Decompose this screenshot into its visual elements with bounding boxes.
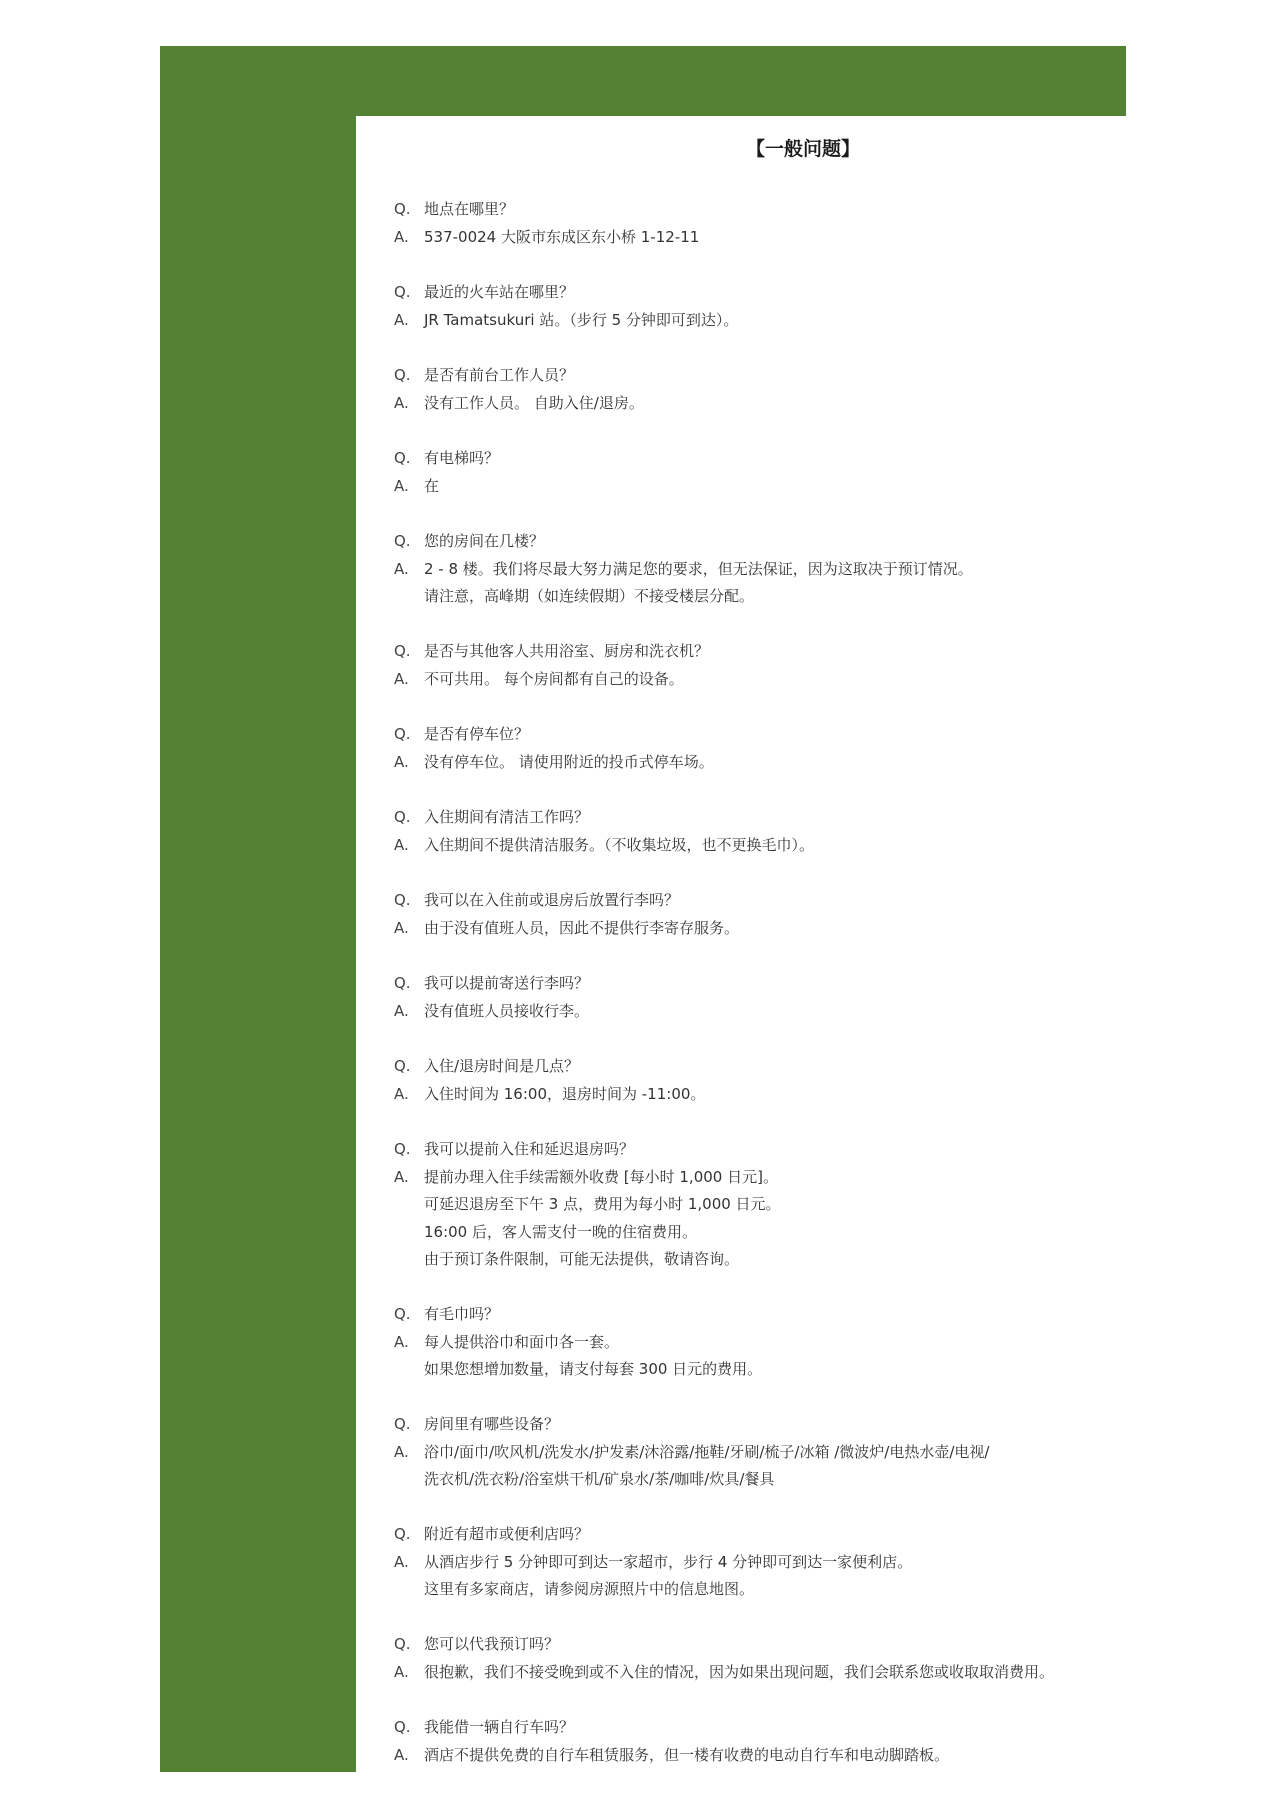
faq-question	[394, 887, 1214, 915]
question-marker: Q.	[394, 200, 411, 218]
question-marker: Q.	[394, 1305, 411, 1323]
question-text: 是否有停车位？	[424, 725, 530, 743]
answer-marker: A.	[394, 669, 409, 688]
question-marker: Q.	[394, 1718, 411, 1736]
question-marker: Q.	[394, 974, 411, 992]
question-text: 我能借一辆自行车吗？	[424, 1718, 575, 1736]
answer-line: 每人提供浴巾和面巾各一套。	[424, 1332, 620, 1351]
answer-marker: A.	[394, 918, 409, 937]
faq-answer	[394, 473, 1214, 501]
faq-question	[394, 445, 1214, 473]
answer-line: 由于没有值班人员，因此不提供行李寄存服务。	[424, 918, 740, 937]
faq-item	[394, 528, 1214, 638]
question-text: 最近的火车站在哪里？	[424, 283, 575, 301]
question-marker: Q.	[394, 808, 411, 826]
faq-item	[394, 887, 1214, 970]
faq-question	[394, 1136, 1214, 1164]
faq-answer	[394, 390, 1214, 418]
answer-line: 提前办理入住手续需额外收费 [每小时 1,000 日元]。	[424, 1167, 778, 1186]
faq-answer	[394, 307, 1214, 335]
question-marker: Q.	[394, 283, 411, 301]
question-text: 入住/退房时间是几点？	[424, 1057, 580, 1075]
faq-item	[394, 1301, 1214, 1411]
faq-item	[394, 721, 1214, 804]
question-marker: Q.	[394, 891, 411, 909]
faq-answer	[394, 1164, 1214, 1274]
answer-marker: A.	[394, 1167, 409, 1186]
faq-item	[394, 638, 1214, 721]
faq-answer	[394, 1081, 1214, 1109]
answer-line: 浴巾/面巾/吹风机/洗发水/护发素/沐浴露/拖鞋/牙刷/梳子/冰箱 /微波炉/电热水壶/电视/	[424, 1442, 990, 1461]
answer-marker: A.	[394, 1745, 409, 1764]
faq-answer	[394, 998, 1214, 1026]
faq-item	[394, 196, 1214, 279]
answer-line: 请注意，高峰期（如连续假期）不接受楼层分配。	[424, 587, 755, 605]
question-marker: Q.	[394, 532, 411, 550]
question-text: 有电梯吗？	[424, 449, 500, 467]
faq-question	[394, 528, 1214, 556]
faq-question	[394, 1631, 1214, 1659]
answer-line: 从酒店步行 5 分钟即可到达一家超市，步行 4 分钟即可到达一家便利店。	[424, 1552, 913, 1571]
question-text: 房间里有哪些设备？	[424, 1415, 560, 1433]
faq-question	[394, 721, 1214, 749]
faq-document	[356, 116, 1250, 1792]
faq-question	[394, 1301, 1214, 1329]
answer-marker: A.	[394, 393, 409, 412]
answer-line: 不可共用。 每个房间都有自己的设备。	[424, 669, 684, 688]
answer-line: 在	[424, 476, 440, 495]
faq-answer	[394, 224, 1214, 252]
question-text: 地点在哪里？	[424, 200, 515, 218]
answer-line: 可延迟退房至下午 3 点，费用为每小时 1,000 日元。	[424, 1195, 781, 1213]
answer-line: 没有值班人员接收行李。	[424, 1001, 590, 1020]
answer-line: 没有工作人员。 自助入住/退房。	[424, 393, 644, 412]
answer-marker: A.	[394, 227, 409, 246]
faq-item	[394, 362, 1214, 445]
answer-marker: A.	[394, 476, 409, 495]
faq-answer	[394, 832, 1214, 860]
faq-question	[394, 196, 1214, 224]
faq-item	[394, 1631, 1214, 1714]
question-marker: Q.	[394, 1140, 411, 1158]
answer-marker: A.	[394, 1442, 409, 1461]
faq-question	[394, 1053, 1214, 1081]
faq-question	[394, 970, 1214, 998]
question-marker: Q.	[394, 1057, 411, 1075]
answer-line: 这里有多家商店，请参阅房源照片中的信息地图。	[424, 1580, 755, 1598]
faq-question	[394, 1714, 1214, 1742]
faq-question	[394, 1521, 1214, 1549]
answer-marker: A.	[394, 752, 409, 771]
faq-list	[394, 196, 1214, 1797]
answer-line: 16:00 后，客人需支付一晚的住宿费用。	[424, 1222, 697, 1241]
question-marker: Q.	[394, 449, 411, 467]
answer-marker: A.	[394, 1552, 409, 1571]
question-text: 是否与其他客人共用浴室、厨房和洗衣机？	[424, 642, 710, 660]
answer-marker: A.	[394, 310, 409, 329]
green-border-frame	[160, 46, 1126, 1772]
faq-item	[394, 970, 1214, 1053]
faq-item	[394, 804, 1214, 887]
answer-line: 酒店不提供免费的自行车租赁服务，但一楼有收费的电动自行车和电动脚踏板。	[424, 1745, 950, 1764]
faq-answer	[394, 666, 1214, 694]
question-marker: Q.	[394, 642, 411, 660]
answer-line: JR Tamatsukuri 站。（步行 5 分钟即可到达）。	[424, 310, 739, 329]
answer-marker: A.	[394, 835, 409, 854]
page-title: 【一般问题】	[745, 138, 860, 160]
answer-marker: A.	[394, 559, 409, 578]
question-marker: Q.	[394, 1525, 411, 1543]
faq-item	[394, 1053, 1214, 1136]
answer-line: 如果您想增加数量，请支付每套 300 日元的费用。	[424, 1360, 763, 1378]
faq-answer	[394, 1742, 1214, 1770]
answer-marker: A.	[394, 1662, 409, 1681]
faq-item	[394, 1521, 1214, 1631]
answer-line: 2 - 8 楼。我们将尽最大努力满足您的要求，但无法保证，因为这取决于预订情况。	[424, 559, 973, 578]
question-marker: Q.	[394, 366, 411, 384]
question-text: 您可以代我预订吗？	[424, 1635, 560, 1653]
faq-question	[394, 362, 1214, 390]
question-text: 入住期间有清洁工作吗？	[424, 808, 590, 826]
answer-line: 很抱歉，我们不接受晚到或不入住的情况，因为如果出现问题，我们会联系您或收取取消费用。	[424, 1662, 1055, 1681]
answer-line: 由于预订条件限制，可能无法提供，敬请咨询。	[424, 1250, 740, 1268]
faq-item	[394, 1411, 1214, 1521]
question-text: 附近有超市或便利店吗？	[424, 1525, 590, 1543]
faq-item	[394, 279, 1214, 362]
question-text: 是否有前台工作人员？	[424, 366, 575, 384]
faq-answer	[394, 1329, 1214, 1384]
faq-answer	[394, 1439, 1214, 1494]
question-text: 我可以提前寄送行李吗？	[424, 974, 590, 992]
answer-line: 537-0024 大阪市东成区东小桥 1-12-11	[424, 227, 700, 246]
faq-item	[394, 445, 1214, 528]
faq-answer	[394, 1549, 1214, 1604]
question-marker: Q.	[394, 1415, 411, 1433]
faq-answer	[394, 749, 1214, 777]
question-text: 我可以在入住前或退房后放置行李吗？	[424, 891, 680, 909]
answer-marker: A.	[394, 1001, 409, 1020]
faq-item	[394, 1714, 1214, 1797]
question-text: 有毛巾吗？	[424, 1305, 500, 1323]
faq-question	[394, 279, 1214, 307]
faq-question	[394, 804, 1214, 832]
question-marker: Q.	[394, 1635, 411, 1653]
answer-line: 入住期间不提供清洁服务。（不收集垃圾，也不更换毛巾）。	[424, 835, 815, 854]
faq-answer	[394, 1659, 1214, 1687]
faq-question	[394, 638, 1214, 666]
answer-marker: A.	[394, 1084, 409, 1103]
question-marker: Q.	[394, 725, 411, 743]
faq-item	[394, 1136, 1214, 1301]
question-text: 您的房间在几楼？	[424, 532, 545, 550]
answer-line: 没有停车位。 请使用附近的投币式停车场。	[424, 752, 714, 771]
answer-line: 洗衣机/洗衣粉/浴室烘干机/矿泉水/茶/咖啡/炊具/餐具	[424, 1470, 775, 1488]
faq-answer	[394, 915, 1214, 943]
answer-line: 入住时间为 16:00，退房时间为 -11:00。	[424, 1084, 706, 1103]
answer-marker: A.	[394, 1332, 409, 1351]
question-text: 我可以提前入住和延迟退房吗？	[424, 1140, 635, 1158]
faq-answer	[394, 556, 1214, 611]
faq-question	[394, 1411, 1214, 1439]
